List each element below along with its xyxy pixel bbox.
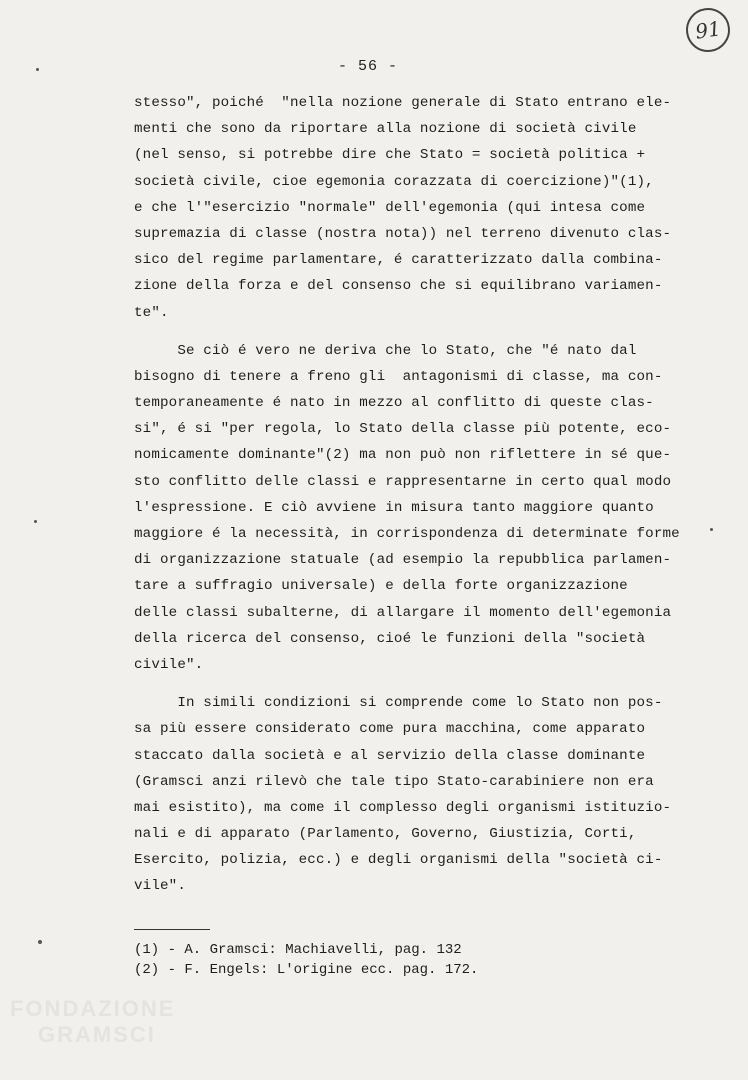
- text-line: mai esistito), ma come il complesso degli organismi istituzio-: [134, 799, 672, 816]
- text-line: e che l'"esercizio "normale" dell'egemonia (qui intesa come: [134, 199, 646, 216]
- watermark-line: GRAMSCI: [38, 1022, 156, 1047]
- archive-watermark: [10, 996, 200, 1072]
- paragraph-3: [134, 690, 694, 900]
- punch-mark: [38, 940, 42, 944]
- text-line: si", é si "per regola, lo Stato della classe più potente, eco-: [134, 421, 672, 438]
- text-line: te".: [134, 304, 169, 321]
- text-line: stesso", poiché "nella nozione generale di Stato entrano ele-: [134, 95, 672, 111]
- text-line: zione della forza e del consenso che si equilibrano variamen-: [134, 278, 663, 295]
- footnote-divider: [134, 929, 210, 930]
- text-line: Esercito, polizia, ecc.) e degli organismi della "società ci-: [134, 852, 663, 869]
- text-line: delle classi subalterne, di allargare il momento dell'egemonia: [134, 604, 672, 621]
- text-line: In simili condizioni si comprende come lo Stato non pos-: [134, 695, 663, 712]
- body-text: [134, 90, 694, 900]
- text-line: di organizzazione statuale (ad esempio la repubblica parlamen-: [134, 552, 672, 569]
- text-line: bisogno di tenere a freno gli antagonismi di classe, ma con-: [134, 368, 663, 385]
- punch-mark: [36, 68, 39, 71]
- text-line: tare a suffragio universale) e della forte organizzazione: [134, 578, 628, 595]
- punch-mark: [34, 520, 37, 523]
- text-line: supremazia di classe (nostra nota)) nel terreno divenuto clas-: [134, 225, 672, 242]
- text-line: (Gramsci anzi rilevò che tale tipo Stato-carabiniere non era: [134, 773, 654, 790]
- text-line: (nel senso, si potrebbe dire che Stato = società politica +: [134, 147, 646, 164]
- text-line: nomicamente dominante"(2) ma non può non riflettere in sé que-: [134, 447, 672, 464]
- text-line: l'espressione. E ciò avviene in misura tanto maggiore quanto: [134, 499, 654, 516]
- footnote: (2) - F. Engels: L'origine ecc. pag. 172.: [134, 962, 479, 978]
- text-line: Se ciò é vero ne deriva che lo Stato, che "é nato dal: [134, 342, 637, 359]
- paragraph-gap: [134, 326, 694, 338]
- text-line: vile".: [134, 878, 186, 895]
- text-line: nali e di apparato (Parlamento, Governo, Giustizia, Corti,: [134, 826, 637, 843]
- text-line: sa più essere considerato come pura macchina, come apparato: [134, 721, 646, 738]
- archive-number-stamp: 91: [683, 5, 733, 55]
- text-line: sto conflitto delle classi e rappresentarne in certo qual modo: [134, 473, 672, 490]
- text-line: maggiore é la necessità, in corrispondenza di determinate forme: [134, 526, 680, 542]
- watermark-line: FONDAZIONE: [10, 996, 176, 1021]
- footnote: (1) - A. Gramsci: Machiavelli, pag. 132: [134, 942, 462, 958]
- paragraph-gap: [134, 678, 694, 690]
- footnotes: [134, 940, 478, 980]
- page-number: - 56 -: [338, 58, 399, 75]
- punch-mark: [710, 528, 713, 531]
- text-line: temporaneamente é nato in mezzo al conflitto di queste clas-: [134, 395, 654, 412]
- paragraph-1: [134, 90, 694, 326]
- text-line: società civile, cioe egemonia corazzata di coercizione)"(1),: [134, 173, 654, 190]
- text-line: menti che sono da riportare alla nozione di società civile: [134, 121, 637, 138]
- text-line: sico del regime parlamentare, é caratterizzato dalla combina-: [134, 252, 663, 269]
- paragraph-2: [134, 338, 694, 678]
- text-line: della ricerca del consenso, cioé le funzioni della "società: [134, 630, 646, 647]
- text-line: staccato dalla società e al servizio della classe dominante: [134, 747, 646, 764]
- text-line: civile".: [134, 656, 204, 673]
